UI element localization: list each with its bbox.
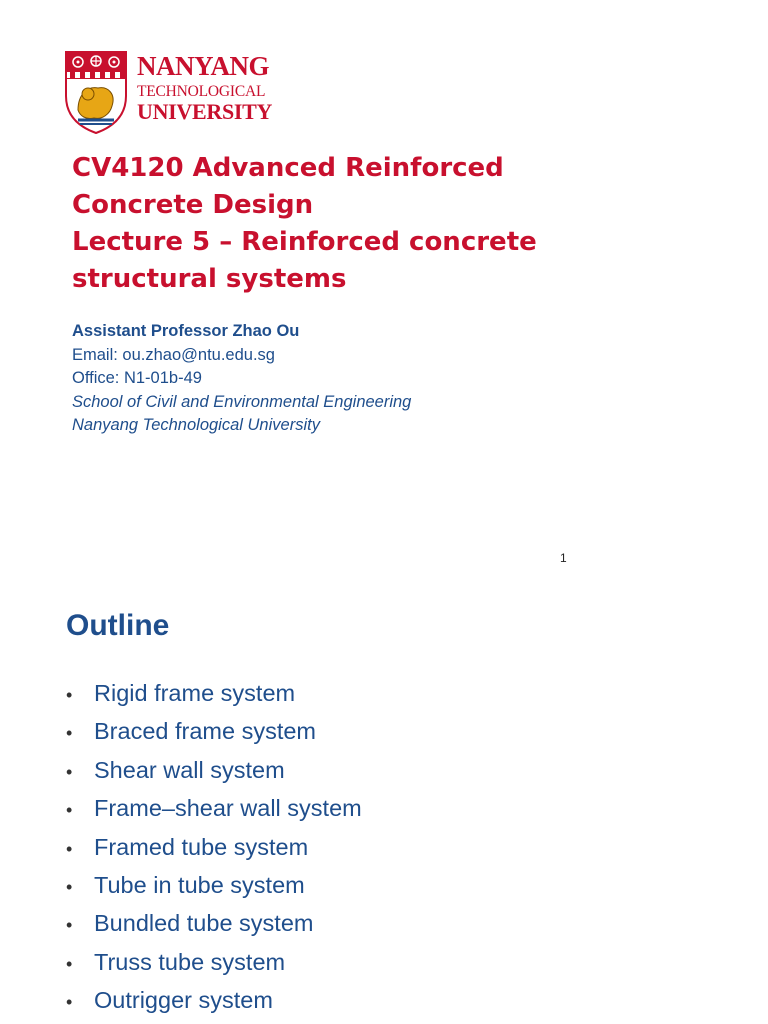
list-item-label: Frame–shear wall system xyxy=(94,795,362,822)
list-item xyxy=(66,904,362,942)
bullet-icon: • xyxy=(66,761,73,782)
title-line: CV4120 Advanced Reinforced xyxy=(72,153,504,183)
author-school: School of Civil and Environmental Engineering xyxy=(72,392,412,411)
list-item-label: Truss tube system xyxy=(94,948,286,975)
outline-heading: Outline xyxy=(66,609,170,642)
logo-line-university: UNIVERSITY xyxy=(137,99,273,124)
list-item xyxy=(66,866,362,904)
bullet-icon: • xyxy=(66,992,73,1013)
list-item xyxy=(66,751,362,789)
list-item-label: Braced frame system xyxy=(94,718,317,745)
bullet-icon: • xyxy=(66,838,73,859)
logo-line-technological: TECHNOLOGICAL xyxy=(137,83,266,100)
outline-list xyxy=(66,674,362,1020)
logo-line-nanyang: NANYANG xyxy=(137,51,270,81)
list-item-label: Tube in tube system xyxy=(94,871,305,898)
list-item-label: Outrigger system xyxy=(94,987,273,1014)
bullet-icon: • xyxy=(66,915,73,936)
list-item xyxy=(66,828,362,866)
author-block xyxy=(72,320,411,438)
title-line: Lecture 5 – Reinforced concrete xyxy=(72,227,537,257)
outline-slide xyxy=(0,590,768,1024)
bullet-icon: • xyxy=(66,723,73,744)
author-office: Office: N1-01b-49 xyxy=(72,369,202,387)
title-line: Concrete Design xyxy=(72,190,314,220)
ntu-logo xyxy=(64,50,304,142)
logo-wordmark xyxy=(137,53,272,123)
author-email: Email: ou.zhao@ntu.edu.sg xyxy=(72,345,275,364)
list-item xyxy=(66,712,362,750)
title-line: structural systems xyxy=(72,264,347,294)
lecture-title xyxy=(72,150,712,298)
list-item xyxy=(66,789,362,827)
author-university: Nanyang Technological University xyxy=(72,416,320,434)
bullet-icon: • xyxy=(66,876,73,897)
bullet-icon: • xyxy=(66,685,73,705)
author-name: Assistant Professor Zhao Ou xyxy=(72,322,300,340)
list-item-label: Rigid frame system xyxy=(94,680,296,706)
list-item-label: Bundled tube system xyxy=(94,910,314,937)
bullet-icon: • xyxy=(66,953,73,974)
list-item-label: Shear wall system xyxy=(94,756,285,783)
list-item xyxy=(66,981,362,1019)
page-number: 1 xyxy=(560,551,567,565)
bullet-icon: • xyxy=(66,800,73,821)
list-item-label: Framed tube system xyxy=(94,833,309,860)
list-item xyxy=(66,674,362,712)
list-item xyxy=(66,943,362,981)
ntu-crest-icon xyxy=(64,50,128,134)
